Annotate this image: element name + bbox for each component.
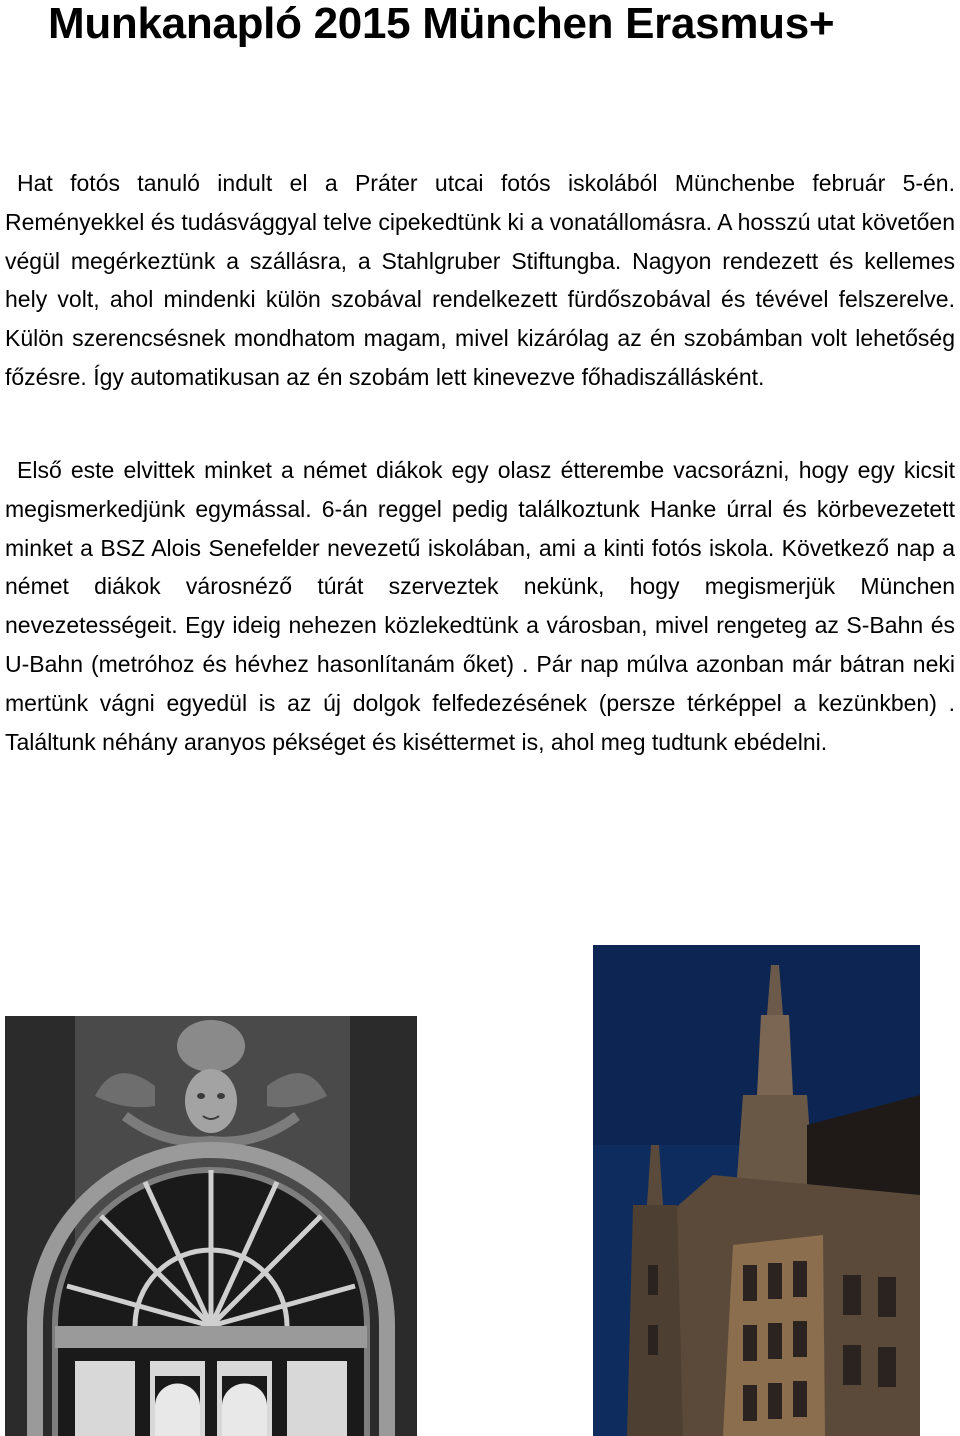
paragraph-arrival: Hat fotós tanuló indult el a Práter utcai fotós iskolából Münchenbe február 5-én. Reményekkel és tudásvággyal telve cipekedtünk ki a vonatállomásra. A hosszú utat követően végül megérkeztünk a szállásra, a Stahlgruber Stiftungba. Nagyon rendezett és kellemes hely volt, ahol mindenki külön szobával rendelkezett fürdőszobával és tévével felszerelve. Külön szerencsésnek mondhatom magam, mivel kizárólag az én szobámban volt lehetőség főzésre. Így automatikusan az én szobám lett kinevezve főhadiszállásként.	[5, 170, 955, 390]
paragraph-first-days: Első este elvittek minket a német diákok egy olasz étterembe vacsorázni, hogy egy kicsit megismerkedjünk egymással. 6-án reggel pedig találkoztunk Hanke úrral és körbevezetett minket a BSZ Alois Senefelder nevezetű iskolában, ami a kinti fotós iskola. Következő nap a német diákok városnéző túrát szerveztek nekünk, hogy megismerjük München nevezetességeit. Egy ideig nehezen közlekedtünk a városban, mivel rengeteg az S-Bahn és U-Bahn (metróhoz és hévhez hasonlítanám őket) . Pár nap múlva azonban már bátran neki mertünk vágni egyedül is az új dolgok felfedezésének (persze térképpel a kezünkben) . Találtunk néhány aranyos pékséget és kiséttermet is, ahol meg tudtunk ebédelni.	[5, 457, 955, 755]
photo-arched-window	[5, 1016, 417, 1436]
photo-town-hall	[593, 945, 920, 1436]
page-title: Munkanapló 2015 München Erasmus+	[48, 0, 835, 48]
